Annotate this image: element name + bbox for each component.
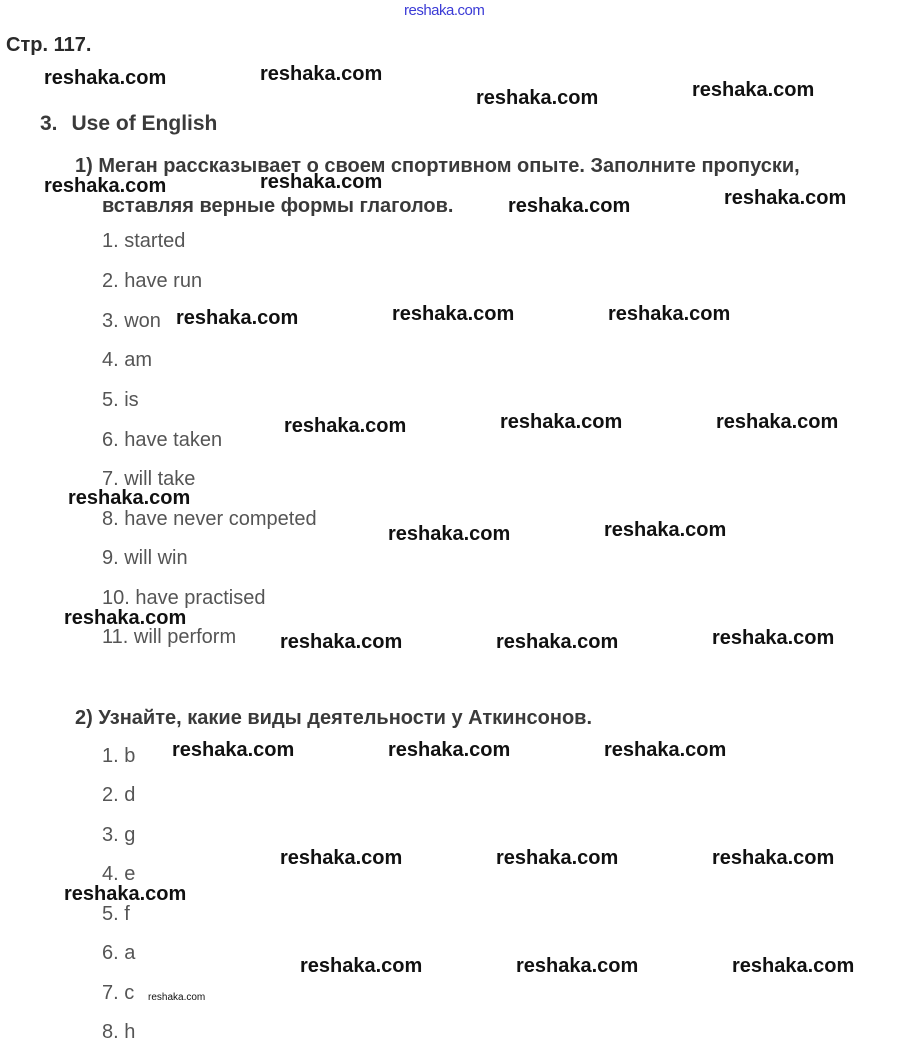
section-title-text: Use of English — [71, 112, 218, 135]
task-1-answer: 2. have run — [102, 270, 203, 292]
site-header-link[interactable]: reshaka.com — [404, 2, 485, 19]
task-1-title-line-2: вставляя верные формы глаголов. — [102, 195, 454, 217]
task-1-answer: 4. am — [102, 349, 153, 371]
watermark: reshaka.com — [260, 63, 383, 85]
task-2-answer: 1. b — [102, 745, 136, 767]
watermark: reshaka.com — [280, 847, 403, 869]
watermark: reshaka.com — [172, 739, 295, 761]
watermark: reshaka.com — [500, 411, 623, 433]
watermark: reshaka.com — [496, 631, 619, 653]
watermark: reshaka.com — [516, 955, 639, 977]
task-2-answer: 4. e — [102, 863, 136, 885]
watermark-small: reshaka.com — [148, 992, 206, 1003]
task-2-answer: 5. f — [102, 903, 130, 925]
section-title — [40, 112, 217, 136]
page-reference: Стр. 117. — [6, 34, 92, 56]
task-2-answer: 3. g — [102, 824, 136, 846]
watermark: reshaka.com — [476, 87, 599, 109]
watermark: reshaka.com — [712, 627, 835, 649]
task-1-answer: 11. will perform — [102, 626, 237, 648]
task-1-answer: 10. have practised — [102, 587, 266, 609]
task-2-answer: 6. a — [102, 942, 136, 964]
watermark: reshaka.com — [388, 523, 511, 545]
task-1-answer: 1. started — [102, 230, 186, 252]
watermark: reshaka.com — [604, 739, 727, 761]
watermark: reshaka.com — [392, 303, 515, 325]
watermark: reshaka.com — [732, 955, 855, 977]
task-2-answer: 8. h — [102, 1021, 136, 1043]
watermark: reshaka.com — [260, 171, 383, 193]
watermark: reshaka.com — [280, 631, 403, 653]
watermark: reshaka.com — [724, 187, 847, 209]
task-2-answer: 7. c — [102, 982, 135, 1004]
watermark: reshaka.com — [508, 195, 631, 217]
task-1-answer: 6. have taken — [102, 429, 223, 451]
task-2-answer: 2. d — [102, 784, 136, 806]
watermark: reshaka.com — [604, 519, 727, 541]
watermark: reshaka.com — [176, 307, 299, 329]
watermark: reshaka.com — [64, 607, 187, 629]
watermark: reshaka.com — [300, 955, 423, 977]
task-1-answer: 9. will win — [102, 547, 188, 569]
watermark: reshaka.com — [712, 847, 835, 869]
watermark: reshaka.com — [496, 847, 619, 869]
watermark: reshaka.com — [284, 415, 407, 437]
watermark: reshaka.com — [692, 79, 815, 101]
watermark: reshaka.com — [716, 411, 839, 433]
task-1-answer: 5. is — [102, 389, 139, 411]
task-1-answer: 3. won — [102, 310, 161, 332]
watermark: reshaka.com — [608, 303, 731, 325]
task-1-answer: 7. will take — [102, 468, 196, 490]
task-1-title-line-1: 1) Меган рассказывает о своем спортивном опыте. Заполните пропуски, — [75, 155, 800, 177]
watermark: reshaka.com — [44, 67, 167, 89]
section-number: 3. — [40, 112, 58, 135]
watermark: reshaka.com — [44, 175, 167, 197]
task-2-title: 2) Узнайте, какие виды деятельности у Аткинсонов. — [75, 707, 593, 729]
watermark: reshaka.com — [388, 739, 511, 761]
task-1-answer: 8. have never competed — [102, 508, 317, 530]
watermark: reshaka.com — [68, 487, 191, 509]
watermark: reshaka.com — [64, 883, 187, 905]
task-1-title — [75, 146, 800, 226]
